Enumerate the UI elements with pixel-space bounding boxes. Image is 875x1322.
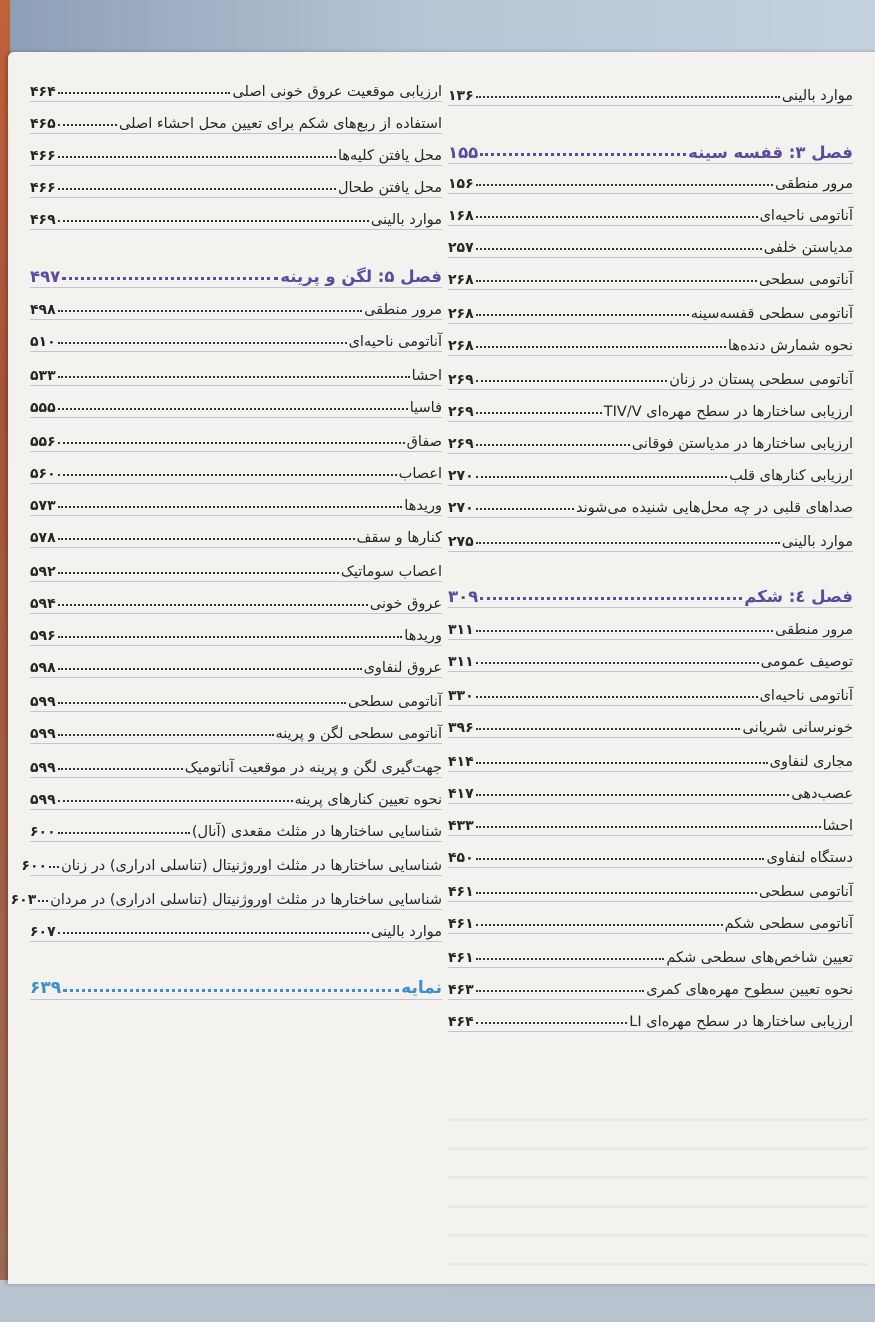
toc-entry: [448, 742, 853, 770]
dot-leader: [480, 153, 686, 156]
dot-leader: [58, 342, 347, 344]
toc-entry-title: صداهای قلبی در چه محل‌هایی شنیده می‌شوند: [576, 500, 853, 516]
toc-page-number: ۲۵۷: [448, 240, 474, 256]
line-rule: [448, 355, 853, 356]
toc-page: [8, 52, 875, 1284]
toc-page-number: ۵۱۰: [30, 334, 56, 350]
toc-entry-title: شناسایی ساختارها در مثلث مقعدی (آنال): [191, 824, 442, 840]
toc-entry-title: شناسایی ساختارها در مثلث اوروژنیتال (تناسلی ادراری) در زنان: [61, 858, 442, 874]
line-rule: [30, 547, 442, 548]
line-rule: [30, 677, 442, 678]
toc-entry-title: عروق خونی: [369, 596, 442, 612]
toc-entry: [448, 522, 853, 550]
line-rule: [448, 1031, 853, 1032]
toc-entry-title: مرور منطقی: [775, 622, 853, 638]
dot-leader: [476, 412, 602, 414]
dot-leader: [58, 604, 368, 606]
toc-page-number: ۲۶۸: [448, 306, 474, 322]
toc-entry-title: جهت‌گیری لگن و پرینه در موقعیت آناتومیک: [184, 760, 442, 776]
toc-entry-title: آناتومی سطحی قفسه‌سینه: [690, 306, 853, 322]
line-rule: [448, 551, 853, 552]
toc-page-number: ۵۷۸: [30, 530, 56, 546]
line-rule: [30, 711, 442, 712]
toc-entry-title: احشا: [411, 368, 442, 384]
toc-page-number: ۶۰۰: [21, 858, 48, 874]
toc-entry-title: اعصاب: [398, 466, 442, 482]
line-rule: [30, 777, 442, 778]
line-rule: [448, 737, 853, 738]
line-rule: [448, 389, 853, 390]
toc-entry-title: فصل ۳: قفسه سینه: [688, 143, 853, 162]
toc-entry-title: ارزیابی کنارهای قلب: [729, 468, 853, 484]
dot-leader: [49, 866, 59, 868]
toc-page-number: ۵۹۹: [30, 792, 56, 808]
toc-entry-title: استفاده از ربع‌های شکم برای تعیین محل احشاء اصلی: [119, 116, 442, 132]
toc-entry-title: موارد بالینی: [781, 88, 853, 104]
dot-leader: [58, 442, 405, 444]
line-rule: [30, 581, 442, 582]
toc-entry-title: مدیاستن خلفی: [763, 240, 853, 256]
toc-entry-title: فصل ۵: لگن و پرینه: [280, 267, 442, 286]
toc-page-number: ۴۱۷: [448, 786, 474, 802]
toc-entry: [30, 812, 442, 840]
dot-leader: [476, 958, 665, 960]
line-rule: [448, 835, 853, 836]
toc-entry: [30, 682, 442, 710]
line-rule: [448, 289, 853, 290]
line-rule: [448, 517, 853, 518]
toc-entry-title: نمایه: [401, 978, 442, 998]
dot-leader: [476, 662, 759, 664]
toc-page-number: ۴۶۶: [30, 180, 56, 196]
toc-entry-title: موارد بالینی: [370, 924, 442, 940]
toc-page-number: ۴۶۱: [448, 884, 474, 900]
toc-entry: [30, 388, 442, 416]
toc-entry: [30, 72, 442, 100]
dot-leader: [476, 762, 768, 764]
toc-entry: [30, 780, 442, 808]
toc-entry-title: محل یافتن کلیه‌ها: [337, 148, 442, 164]
toc-page-number: ۴۶۶: [30, 148, 56, 164]
line-rule: [30, 515, 442, 516]
line-rule: [448, 671, 853, 672]
dot-leader: [58, 800, 293, 802]
dot-leader: [476, 728, 741, 730]
dot-leader: [58, 702, 346, 704]
line-rule: [448, 967, 853, 968]
line-rule: [30, 101, 442, 102]
toc-page-number: ۱۵۶: [448, 176, 474, 192]
toc-entry: [30, 486, 442, 514]
toc-entry-title: تعیین شاخص‌های سطحی شکم: [666, 950, 853, 966]
toc-entry: [448, 642, 853, 670]
toc-chapter-heading: [448, 578, 853, 606]
line-rule: [448, 867, 853, 868]
toc-entry-title: آناتومی سطحی: [759, 272, 853, 288]
dot-leader: [58, 156, 336, 158]
line-rule: [30, 941, 442, 942]
toc-page-number: ۴۹۸: [30, 302, 56, 318]
toc-entry-title: کنارها و سقف: [356, 530, 442, 546]
dot-leader: [58, 506, 403, 508]
toc-page-number: ۵۹۹: [30, 760, 56, 776]
toc-entry: [448, 610, 853, 638]
line-rule: [30, 287, 442, 288]
toc-page-number: ۱۵۵: [448, 143, 479, 162]
toc-entry: [448, 228, 853, 256]
line-rule: [30, 319, 442, 320]
toc-entry: [10, 880, 442, 908]
toc-page-number: ۲۶۹: [448, 404, 474, 420]
dot-leader: [476, 924, 723, 926]
toc-page-number: ۴۶۳: [448, 982, 474, 998]
toc-entry-title: مرور منطقی: [364, 302, 442, 318]
toc-entry: [30, 584, 442, 612]
toc-entry-title: محل یافتن طحال: [338, 180, 442, 196]
dot-leader: [58, 768, 183, 770]
toc-page-number: ۴۳۳: [448, 818, 474, 834]
dot-leader: [476, 346, 726, 348]
line-rule: [30, 809, 442, 810]
toc-entry-title: عصب‌دهی: [791, 786, 853, 802]
line-rule: [30, 417, 442, 418]
line-rule: [448, 639, 853, 640]
toc-page-number: ۴۵۰: [448, 850, 474, 866]
toc-entry-title: احشا: [822, 818, 853, 834]
dot-leader: [58, 932, 369, 934]
dot-leader: [476, 542, 780, 544]
toc-page-number: ۲۶۸: [448, 338, 474, 354]
toc-page-number: ۳۰۹: [448, 587, 479, 606]
toc-entry-title: توصیف عمومی: [760, 654, 853, 670]
toc-chapter-heading: [30, 258, 442, 286]
toc-entry: [30, 200, 442, 228]
toc-entry-title: آناتومی سطحی پستان در زنان: [669, 372, 853, 388]
toc-page-number: ۵۵۵: [30, 400, 56, 416]
toc-entry: [21, 846, 442, 874]
toc-entry: [448, 708, 853, 736]
line-rule: [30, 999, 442, 1000]
dot-leader: [476, 314, 689, 316]
toc-entry: [448, 838, 853, 866]
toc-entry-title: وریدها: [404, 628, 442, 644]
toc-page-number: ۲۶۸: [448, 272, 474, 288]
dot-leader: [58, 92, 231, 94]
toc-entry-title: آناتومی سطحی شکم: [724, 916, 853, 932]
toc-entry-title: عروق لنفاوی: [363, 660, 442, 676]
toc-page-number: ۴۱۴: [448, 754, 474, 770]
toc-chapter-heading: [448, 134, 853, 162]
toc-entry: [448, 488, 853, 516]
toc-entry-title: اعصاب سوماتیک: [340, 564, 442, 580]
toc-page-number: ۵۵۶: [30, 434, 56, 450]
toc-page-number: ۵۶۰: [30, 466, 56, 482]
toc-page-number: ۳۱۱: [448, 654, 474, 670]
dot-leader: [58, 538, 355, 540]
toc-entry-title: آناتومی سطحی: [348, 694, 442, 710]
line-rule: [30, 909, 442, 910]
line-rule: [448, 705, 853, 706]
toc-entry-title: فصل ٤: شکم: [744, 587, 853, 606]
dot-leader: [38, 900, 48, 902]
toc-page-number: ۴۶۱: [448, 916, 474, 932]
dot-leader: [58, 188, 336, 190]
dot-leader: [58, 832, 190, 834]
toc-page-number: ۲۶۹: [448, 372, 474, 388]
toc-page-number: ۶۰۰: [30, 824, 56, 840]
toc-page-number: ۳۱۱: [448, 622, 474, 638]
toc-entry-title: خونرسانی شریانی: [742, 720, 853, 736]
dot-leader: [476, 892, 757, 894]
dot-leader: [476, 858, 765, 860]
toc-entry-title: موارد بالینی: [781, 534, 853, 550]
toc-page-number: ۴۶۹: [30, 212, 56, 228]
toc-entry-title: ارزیابی ساختارها در مدیاستن فوقانی: [631, 436, 853, 452]
dot-leader: [58, 376, 410, 378]
toc-entry: [448, 294, 853, 322]
toc-entry-title: نحوه شمارش دنده‌ها: [727, 338, 853, 354]
line-rule: [448, 803, 853, 804]
toc-entry: [448, 938, 853, 966]
toc-entry-title: دستگاه لنفاوی: [766, 850, 853, 866]
toc-entry: [30, 518, 442, 546]
toc-entry: [30, 714, 442, 742]
line-rule: [30, 385, 442, 386]
toc-page-number: ۵۷۳: [30, 498, 56, 514]
toc-entry: [448, 196, 853, 224]
toc-page-number: ۵۳۳: [30, 368, 56, 384]
toc-entry-title: آناتومی ناحیه‌ای: [759, 688, 853, 704]
dot-leader: [62, 277, 278, 280]
toc-page-number: ۶۰۳: [10, 892, 37, 908]
dot-leader: [476, 184, 774, 186]
toc-entry: [30, 104, 442, 132]
line-rule: [30, 841, 442, 842]
toc-entry-title: صفاق: [406, 434, 442, 450]
toc-entry: [30, 422, 442, 450]
toc-page-number: ۱۳۶: [448, 88, 474, 104]
dot-leader: [58, 408, 408, 410]
toc-entry: [448, 360, 853, 388]
line-rule: [448, 453, 853, 454]
toc-page-number: ۲۷۰: [448, 468, 474, 484]
toc-entry: [30, 356, 442, 384]
toc-entry: [30, 912, 442, 940]
line-rule: [448, 323, 853, 324]
toc-entry: [30, 552, 442, 580]
toc-entry: [448, 904, 853, 932]
toc-entry-title: وریدها: [404, 498, 442, 514]
dot-leader: [476, 990, 645, 992]
toc-entry: [448, 164, 853, 192]
dot-leader: [58, 668, 362, 670]
dot-leader: [58, 124, 117, 126]
dot-leader: [58, 310, 363, 312]
line-rule: [30, 743, 442, 744]
dot-leader: [476, 476, 727, 478]
toc-entry: [30, 454, 442, 482]
line-rule: [30, 229, 442, 230]
line-rule: [448, 771, 853, 772]
toc-entry-title: آناتومی ناحیه‌ای: [759, 208, 853, 224]
dot-leader: [476, 96, 780, 98]
line-rule: [30, 197, 442, 198]
toc-entry-title: مرور منطقی: [775, 176, 853, 192]
dot-leader: [476, 444, 630, 446]
toc-page-number: ۴۶۱: [448, 950, 474, 966]
line-rule: [448, 607, 853, 608]
toc-entry: [448, 970, 853, 998]
dot-leader: [476, 696, 758, 698]
line-rule: [448, 485, 853, 486]
toc-entry-title: آناتومی ناحیه‌ای: [348, 334, 442, 350]
toc-entry-title: مجاری لنفاوی: [769, 754, 853, 770]
dot-leader: [480, 597, 742, 600]
line-rule: [30, 351, 442, 352]
toc-entry-title: نحوه تعیین سطوح مهره‌های کمری: [646, 982, 853, 998]
toc-page-number: ۴۹۷: [30, 267, 61, 286]
toc-entry-title: فاسیا: [409, 400, 442, 416]
toc-page-number: ۵۹۹: [30, 726, 56, 742]
toc-page-number: ۴۶۵: [30, 116, 56, 132]
toc-entry: [448, 260, 853, 288]
toc-page-number: ۵۹۹: [30, 694, 56, 710]
toc-entry: [30, 616, 442, 644]
line-rule: [448, 999, 853, 1000]
toc-entry-title: ارزیابی موقعیت عروق خونی اصلی: [232, 84, 442, 100]
line-rule: [448, 421, 853, 422]
toc-entry: [448, 76, 853, 104]
toc-page-number: ۳۳۰: [448, 688, 474, 704]
toc-entry: [448, 424, 853, 452]
dot-leader: [476, 630, 774, 632]
toc-page-number: ۵۹۶: [30, 628, 56, 644]
bleed-through-text: [448, 1092, 868, 1322]
toc-entry-title: آناتومی سطحی: [759, 884, 853, 900]
line-rule: [30, 483, 442, 484]
dot-leader: [476, 508, 574, 510]
toc-page-number: ۳۹۶: [448, 720, 474, 736]
dot-leader: [58, 220, 369, 222]
line-rule: [448, 225, 853, 226]
toc-page-number: ۶۳۹: [30, 978, 62, 998]
line-rule: [448, 193, 853, 194]
dot-leader: [58, 572, 339, 574]
dot-leader: [476, 216, 758, 218]
line-rule: [448, 933, 853, 934]
dot-leader: [476, 794, 790, 796]
toc-entry-title: نحوه تعیین کنارهای پرینه: [294, 792, 442, 808]
line-rule: [30, 613, 442, 614]
dot-leader: [476, 380, 668, 382]
dot-leader: [58, 636, 403, 638]
toc-entry: [448, 456, 853, 484]
toc-entry: [30, 168, 442, 196]
toc-index-entry: [30, 970, 442, 998]
toc-entry: [448, 806, 853, 834]
toc-page-number: ۲۷۰: [448, 500, 474, 516]
dot-leader: [476, 826, 821, 828]
toc-page-number: ۶۰۷: [30, 924, 56, 940]
line-rule: [30, 165, 442, 166]
toc-page-number: ۵۹۲: [30, 564, 56, 580]
dot-leader: [476, 1022, 628, 1024]
toc-entry-title: آناتومی سطحی لگن و پرینه: [275, 726, 442, 742]
dot-leader: [58, 474, 397, 476]
toc-entry-title: ارزیابی ساختارها در سطح مهره‌ای TIV/V: [603, 404, 853, 420]
dot-leader: [63, 989, 399, 992]
toc-page-number: ۵۹۴: [30, 596, 56, 612]
toc-entry: [30, 322, 442, 350]
line-rule: [448, 257, 853, 258]
toc-page-number: ۵۹۸: [30, 660, 56, 676]
toc-entry: [448, 676, 853, 704]
toc-entry: [448, 774, 853, 802]
toc-entry: [448, 326, 853, 354]
toc-page-number: ۴۶۴: [448, 1014, 474, 1030]
line-rule: [30, 133, 442, 134]
toc-entry: [448, 392, 853, 420]
line-rule: [448, 901, 853, 902]
toc-entry: [448, 1002, 853, 1030]
toc-entry-title: ارزیابی ساختارها در سطح مهره‌ای LI: [629, 1014, 853, 1030]
toc-page-number: ۱۶۸: [448, 208, 474, 224]
toc-entry: [30, 648, 442, 676]
line-rule: [30, 645, 442, 646]
toc-page-number: ۲۶۹: [448, 436, 474, 452]
dot-leader: [476, 248, 762, 250]
toc-page-number: ۲۷۵: [448, 534, 474, 550]
line-rule: [448, 105, 853, 106]
toc-entry-title: موارد بالینی: [370, 212, 442, 228]
toc-page-number: ۴۶۴: [30, 84, 56, 100]
line-rule: [30, 875, 442, 876]
toc-entry-title: شناسایی ساختارها در مثلث اوروژنیتال (تناسلی ادراری) در مردان: [50, 892, 442, 908]
toc-entry: [448, 872, 853, 900]
line-rule: [30, 451, 442, 452]
dot-leader: [58, 734, 274, 736]
toc-entry: [30, 136, 442, 164]
dot-leader: [476, 280, 757, 282]
toc-entry: [30, 748, 442, 776]
toc-entry: [30, 290, 442, 318]
